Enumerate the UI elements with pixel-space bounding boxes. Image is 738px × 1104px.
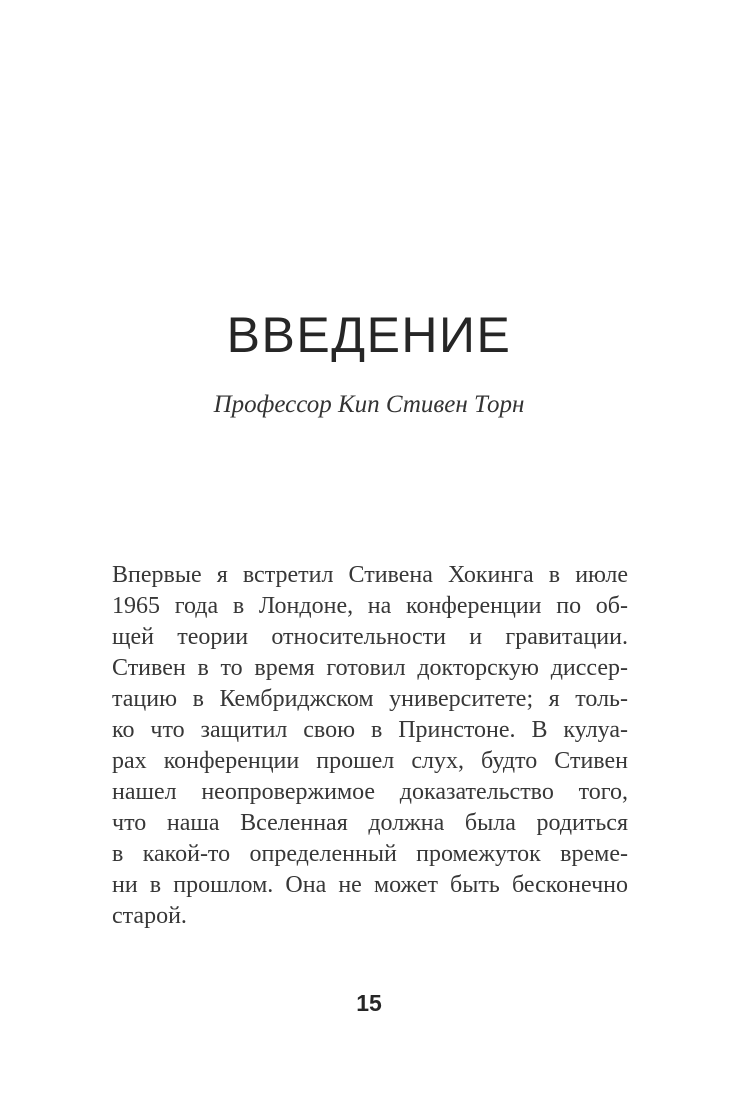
body-line: 1965 года в Лондоне, на конференции по об- [112,593,628,619]
page-number: 15 [356,990,382,1016]
body-line: старой. [112,903,187,929]
body-line: рах конференции прошел слух, будто Стивен [112,748,628,774]
body-line: в какой-то определенный промежуток време- [112,841,628,867]
chapter-author-subtitle: Профессор Кип Стивен Торн [213,391,525,418]
body-line: Стивен в то время готовил докторскую диссер- [112,655,628,681]
body-line: ни в прошлом. Она не может быть бесконечно [112,872,628,898]
body-line: Впервые я встретил Стивена Хокинга в июле [112,562,628,588]
body-line: нашел неопровержимое доказательство того, [112,779,628,805]
body-line: что наша Вселенная должна была родиться [112,810,628,836]
body-line: тацию в Кембриджском университете; я толь- [112,686,628,712]
body-paragraph [112,560,628,932]
body-line: ко что защитил свою в Принстоне. В кулуа- [112,717,628,743]
body-line: щей теории относительности и гравитации. [112,624,628,650]
chapter-title: ВВЕДЕНИЕ [226,307,512,363]
